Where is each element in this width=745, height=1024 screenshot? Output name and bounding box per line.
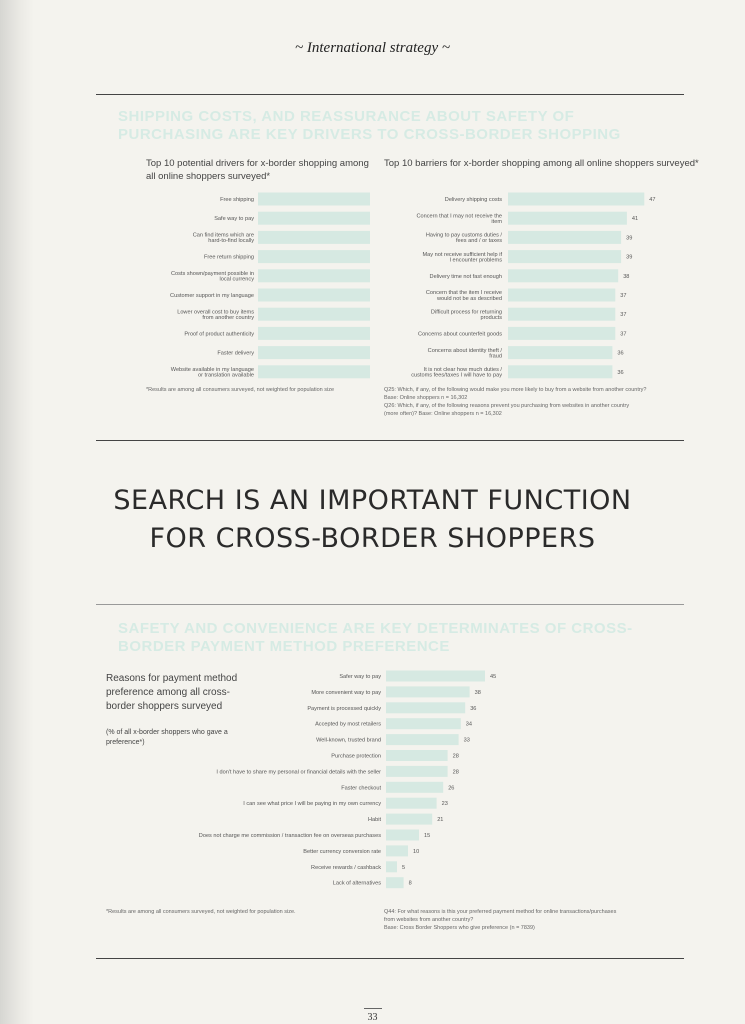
bar [508, 308, 615, 321]
bar-label: Habit [367, 817, 381, 824]
bar-value: 36 [470, 705, 477, 712]
bar-value: 5 [402, 864, 406, 871]
bar [386, 671, 485, 682]
bar [386, 686, 470, 697]
section2-top-rule [96, 604, 684, 605]
bar-label: Free shipping [220, 196, 254, 203]
bar-value: 39 [626, 235, 633, 242]
bar-value: 21 [437, 817, 444, 824]
bar [508, 269, 618, 282]
bar-label: Difficult process for returning [430, 309, 502, 316]
bar-label: Better currency conversion rate [303, 848, 381, 855]
bar [386, 718, 461, 729]
bar [258, 346, 370, 359]
bar [508, 289, 615, 302]
bar [258, 212, 370, 225]
bar [258, 193, 370, 206]
payment-chart-title: Reasons for payment method preference among all cross-border shoppers surveyed [106, 673, 238, 712]
bar [258, 365, 370, 378]
bar [508, 231, 621, 244]
bar-label: Faster checkout [341, 785, 381, 792]
bar-value: 28 [452, 753, 459, 760]
bar [508, 250, 621, 263]
bar-label: hard-to-find locally [208, 238, 254, 245]
payment-footnote: *Results are among all consumers surveyed, not weighted for population size. [106, 909, 296, 915]
bar [386, 702, 465, 713]
bar-label: Concerns about identity theft / [427, 347, 502, 354]
bar [258, 269, 370, 282]
bar-label: local currency [219, 276, 254, 283]
bar-value: 37 [620, 312, 627, 319]
bar-value: 10 [413, 848, 420, 855]
bar-value: 26 [448, 785, 455, 792]
barriers-base-1: Base: Online shoppers n = 16,302 [384, 395, 468, 401]
bar-label: Costs shown/payment possible in [170, 270, 254, 277]
payment-chart-subtitle: (% of all x-border shoppers who gave a preference*) [106, 729, 228, 746]
section1-bottom-rule [96, 440, 684, 441]
bar-label: Proof of product authenticity [184, 331, 254, 338]
bar [386, 734, 459, 745]
bar-value: 38 [623, 273, 630, 280]
bar [386, 830, 419, 841]
bar-value: 34 [465, 721, 473, 728]
bar [258, 231, 370, 244]
bar-label: It is not clear how much duties / [423, 366, 502, 373]
barriers-chart-title: Top 10 barriers for x-border shopping among all online shoppers surveyed* [384, 158, 699, 169]
bar-label: Free return shipping [203, 254, 254, 261]
bar-label: Lack of alternatives [332, 880, 381, 887]
bar-label: customs fees/taxes I will have to pay [411, 372, 502, 379]
top-rule [96, 94, 684, 95]
bar-label: Well-known, trusted brand [316, 737, 381, 744]
bar [258, 327, 370, 340]
bar-label: May not receive sufficient help if [422, 251, 502, 258]
headline-line-1: SEARCH IS AN IMPORTANT FUNCTION [113, 485, 632, 516]
headline-line-2: FOR CROSS-BORDER SHOPPERS [149, 523, 596, 554]
bar-label: Having to pay customs duties / [425, 232, 502, 239]
barriers-question-1: Q25: Which, if any, of the following would make you more likely to buy from a website from another country? [384, 387, 647, 393]
bar-value: 33 [463, 737, 470, 744]
payment-base: Base: Cross Border Shoppers who give preference (n = 7839) [384, 925, 535, 931]
payment-question-1: Q44: For what reasons is this your preferred payment method for online transactions/purchases [384, 909, 617, 915]
bar [386, 766, 448, 777]
bar-label: Payment is processed quickly [307, 705, 381, 712]
bar-label: Receive rewards / cashback [311, 864, 381, 871]
barriers-notes [384, 386, 684, 418]
bar-label: Accepted by most retailers [315, 721, 381, 728]
bar-label: Customer support in my language [170, 292, 254, 299]
bar-value: 39 [626, 254, 633, 261]
bar-label: I can see what price I will be paying in my own currency [243, 801, 381, 808]
bar-label: Can find items which are [192, 232, 254, 239]
bar-value: 41 [631, 216, 639, 223]
running-header: ~ International strategy ~ [295, 40, 450, 56]
payment-notes [384, 908, 684, 932]
bar-label: Safer way to pay [339, 673, 381, 680]
bar [258, 250, 370, 263]
bar-label: Concern that the item I receive [425, 290, 502, 297]
page-number: 33 [367, 1012, 378, 1023]
bar [386, 877, 404, 888]
bar [508, 365, 612, 378]
bar-label: Concerns about counterfeit goods [418, 331, 502, 338]
bar-value: 37 [620, 331, 627, 338]
bar-label: More convenient way to pay [311, 689, 381, 696]
bar-value: 47 [649, 196, 656, 203]
bar-value: 36 [617, 369, 624, 376]
bar-label: item [491, 218, 502, 225]
bar-label: Purchase protection [331, 753, 381, 760]
drivers-chart-title: Top 10 potential drivers for x-border shopping among all online shoppers surveyed* [146, 158, 369, 182]
section2-bottom-rule [96, 958, 684, 959]
bar-value: 37 [620, 292, 627, 299]
barriers-question-2b: (more often)? Base: Online shoppers n = 16,302 [384, 411, 502, 417]
bar-label: products [480, 314, 502, 321]
bar-label: Does not charge me commission / transaction fee on overseas purchases [198, 832, 381, 839]
bar-label: Safe way to pay [214, 216, 254, 223]
bar-value: 36 [617, 350, 624, 357]
section2-title: SAFETY AND CONVENIENCE ARE KEY DETERMINATES OF CROSS-BORDER PAYMENT METHOD PREFERENCE [118, 620, 633, 655]
payment-question-1b: from websites from another country? [384, 917, 474, 923]
bar-label: Delivery time not fast enough [429, 273, 502, 280]
barriers-chart [376, 190, 666, 386]
bar-label: Lower overall cost to buy items [177, 309, 254, 316]
drivers-footnote: *Results are among all consumers surveyed, not weighted for population size [146, 387, 335, 393]
bar-label: from another country [202, 314, 254, 321]
bar [258, 308, 370, 321]
bar-label: Delivery shipping costs [444, 196, 502, 203]
bar [386, 814, 432, 825]
bar-label: fees and / or taxes [455, 238, 502, 245]
bar-value: 8 [408, 880, 412, 887]
bar-value: 45 [490, 673, 497, 680]
bar-label: or translation available [198, 372, 254, 379]
bar [508, 346, 612, 359]
bar-label: fraud [489, 353, 502, 360]
bar-label: Concern that I may not receive the [416, 213, 502, 220]
bar [386, 845, 408, 856]
bar-label: Website available in my language [170, 366, 254, 373]
bar [508, 327, 615, 340]
bar-value: 23 [441, 801, 448, 808]
bar [386, 861, 397, 872]
bar-label: I don't have to share my personal or financial details with the seller [216, 769, 381, 776]
bar [386, 798, 437, 809]
bar [508, 212, 627, 225]
bar [508, 193, 644, 206]
bar [258, 289, 370, 302]
bar-label: would not be as described [437, 295, 502, 302]
bar-value: 38 [474, 689, 481, 696]
drivers-chart [140, 190, 370, 386]
bar [386, 750, 448, 761]
section1-title: SHIPPING COSTS, AND REASSURANCE ABOUT SAFETY OF PURCHASING ARE KEY DRIVERS TO CROSS-BORDER SHOPPING [118, 108, 621, 143]
bar [386, 782, 443, 793]
bar-value: 15 [424, 832, 431, 839]
bar-label: Faster delivery [217, 350, 254, 357]
bar-value: 28 [452, 769, 459, 776]
payment-chart [150, 668, 530, 894]
bar-label: I encounter problems [449, 257, 502, 264]
page-number-rule [364, 1008, 382, 1009]
barriers-question-2: Q26: Which, if any, of the following reasons prevent you purchasing from websites in another country [384, 403, 630, 409]
headline [0, 482, 745, 558]
